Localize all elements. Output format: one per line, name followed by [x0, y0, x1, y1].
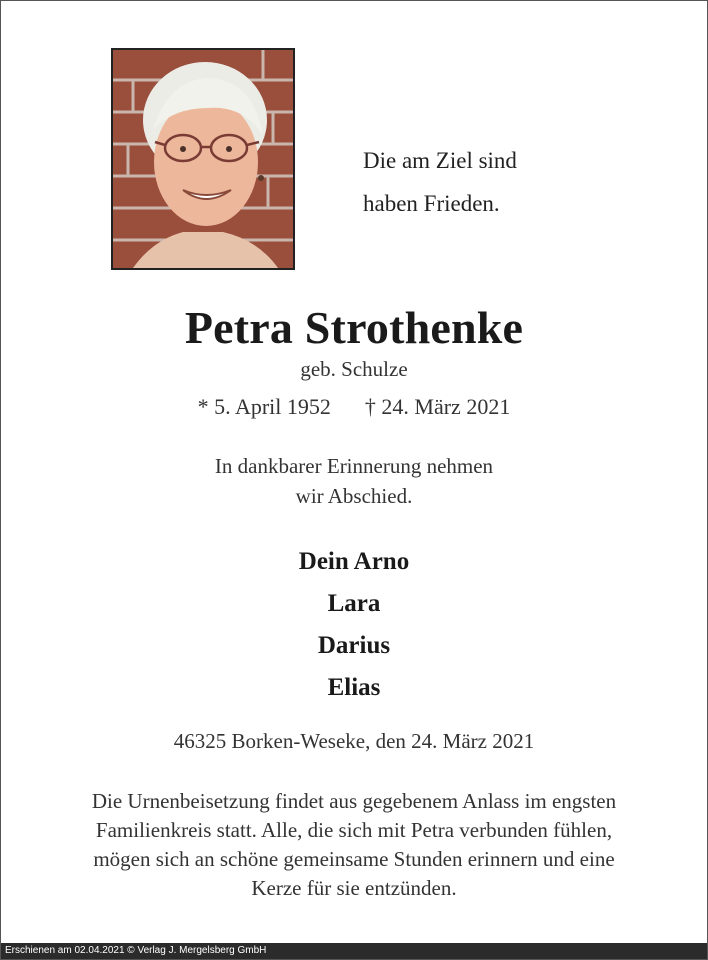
notice-line-3: mögen sich an schöne gemeinsame Stunden erinnern und eine	[93, 847, 615, 871]
farewell-line-2: wir Abschied.	[295, 484, 413, 508]
death-date: † 24. März 2021	[364, 394, 511, 419]
birth-name: geb. Schulze	[300, 357, 408, 381]
notice-line-4: Kerze für sie entzünden.	[251, 876, 457, 900]
mourners-list	[1, 541, 707, 709]
birth-date: * 5. April 1952	[197, 394, 331, 419]
mourner-name: Elias	[327, 674, 381, 701]
mourner-name: Dein Arno	[298, 548, 410, 575]
portrait-photo	[111, 48, 295, 270]
place-and-date: 46325 Borken-Weseke, den 24. März 2021	[173, 729, 535, 753]
farewell-text	[1, 451, 707, 511]
motto-verse	[363, 139, 613, 225]
motto-line-2: haben Frieden.	[363, 191, 500, 216]
portrait-image	[113, 50, 293, 268]
notice-line-2: Familienkreis statt. Alle, die sich mit Petra verbunden fühlen,	[95, 818, 613, 842]
deceased-name: Petra Strothenke	[184, 302, 524, 353]
farewell-line-1: In dankbarer Erinnerung nehmen	[214, 454, 494, 478]
mourner-name: Lara	[327, 590, 381, 617]
notice-line-1: Die Urnenbeisetzung findet aus gegebenem Anlass im engsten	[91, 789, 617, 813]
funeral-notice	[31, 787, 677, 903]
mourner-name: Darius	[317, 632, 391, 659]
motto-line-1: Die am Ziel sind	[363, 148, 517, 173]
publication-footer: Erschienen am 02.04.2021 © Verlag J. Mergelsberg GmbH	[1, 943, 707, 959]
life-dates	[1, 394, 707, 420]
